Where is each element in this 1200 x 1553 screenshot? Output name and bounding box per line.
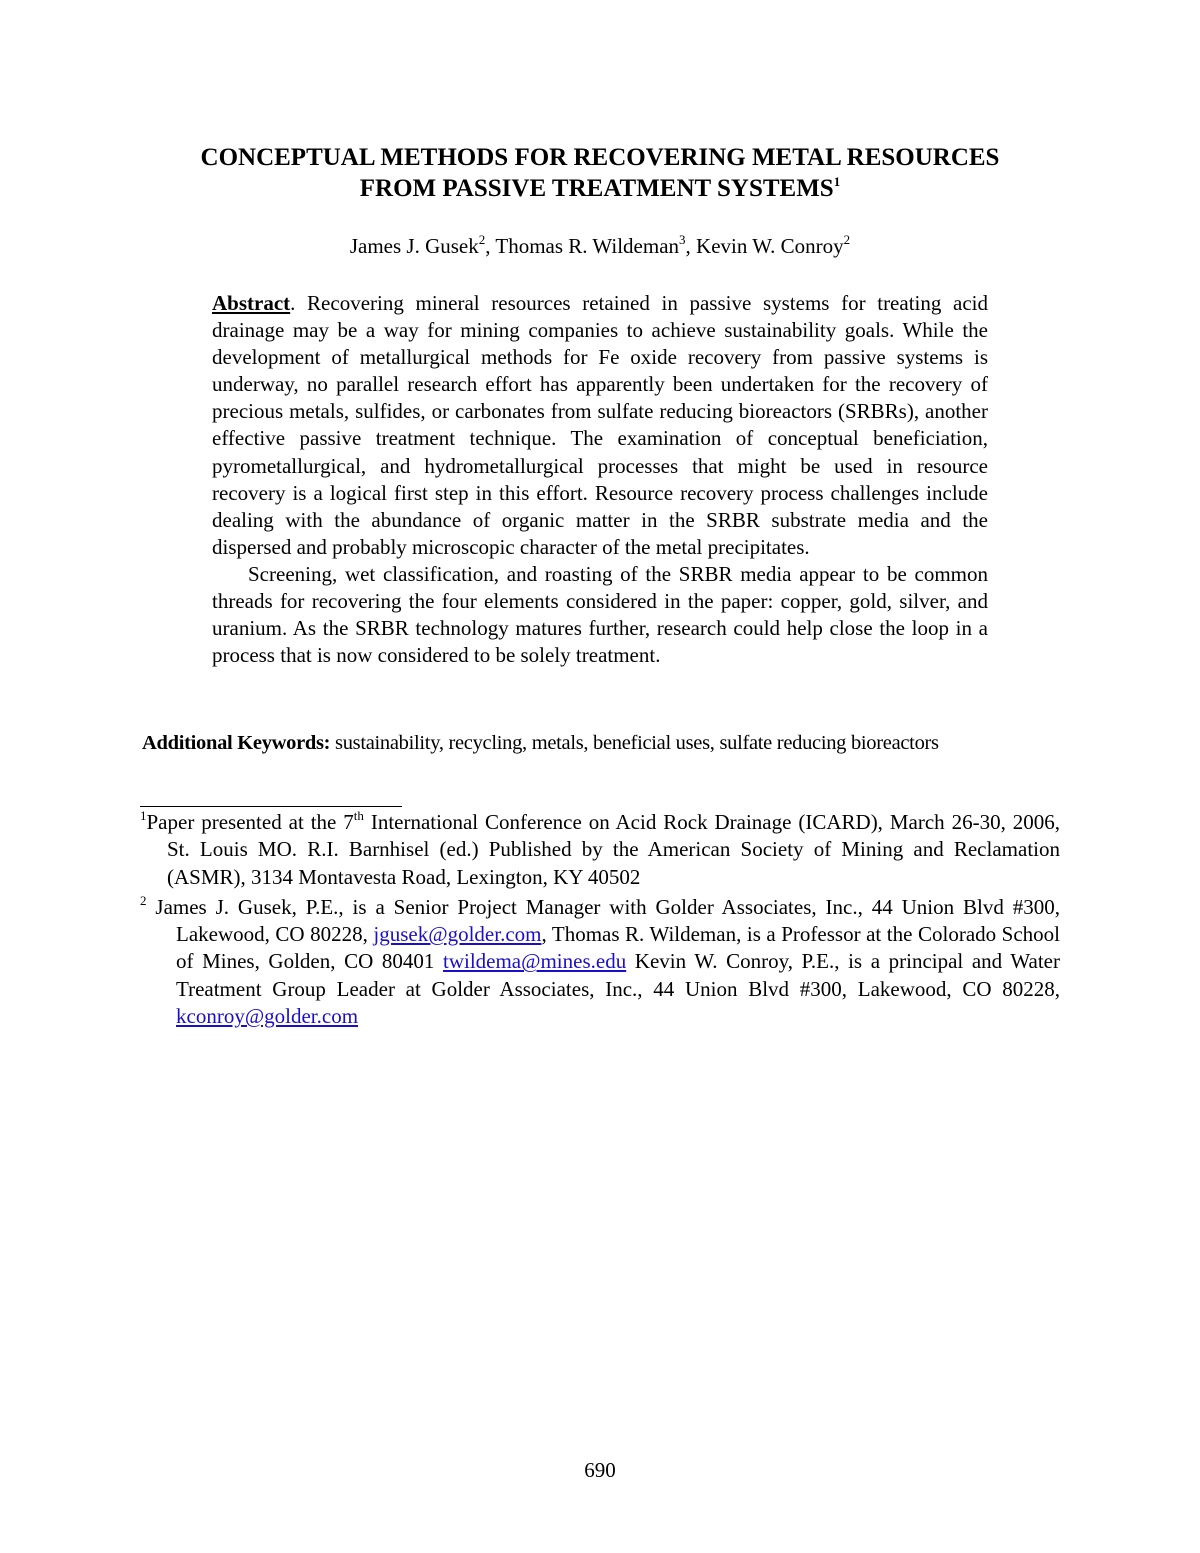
- keywords-label: Additional Keywords:: [142, 732, 331, 754]
- author-gusek-mark: 2: [478, 232, 486, 247]
- title-line-2: FROM PASSIVE TREATMENT SYSTEMS: [359, 175, 834, 202]
- abstract-section: [212, 290, 988, 669]
- author-wildeman: Thomas R. Wildeman: [495, 234, 680, 258]
- footnote-1: [140, 809, 1060, 891]
- author-conroy: Kevin W. Conroy: [696, 234, 844, 258]
- footnote-1-mark: 1: [140, 808, 147, 823]
- abstract-paragraph-2: Screening, wet classification, and roasting of the SRBR media appear to be common threads for recovering the four elements considered in the paper: copper, gold, silver, and uranium. As the SRBR technology matures further, research could help close the loop in a process that is now considered to be solely treatment.: [212, 561, 988, 668]
- footnote-1-text-b: International Conference on Acid Rock Drainage (ICARD), March 26-30, 2006, St. Louis MO. R.I. Barnhisel (ed.) Published by the American Society of Mining and Reclamation (ASMR), 3134 Montavesta Road, Lexington, KY 40502: [167, 810, 1060, 889]
- abstract-paragraph-1: [212, 290, 988, 561]
- title-footnote-mark: 1: [833, 173, 841, 189]
- author-conroy-mark: 2: [843, 232, 851, 247]
- paper-title: [140, 142, 1060, 204]
- footnote-1-th: th: [353, 808, 364, 823]
- author-wildeman-mark: 3: [679, 232, 686, 247]
- footnote-2-text-c: Kevin W. Conroy, P.E., is a principal and Water Treatment Group Leader at Golder Associates, Inc., 44 Union Blvd #300, Lakewood, CO 80228,: [176, 949, 1060, 1001]
- title-line-1: CONCEPTUAL METHODS FOR RECOVERING METAL RESOURCES: [200, 144, 1000, 171]
- footnote-2-text-a: James J. Gusek, P.E., is a Senior Project Manager with Golder Associates, Inc., 44 Union Blvd #300, Lakewood, CO 80228,: [146, 894, 1060, 947]
- footnotes-section: [140, 809, 1060, 1030]
- author-list: James J. Gusek$^2$, Thomas R. Wildeman$^3$, Kevin W. Conroy$^2$: [349, 232, 851, 258]
- page-number: 690: [584, 1458, 616, 1482]
- footnote-2-mark: 2: [140, 892, 147, 908]
- keywords-text: sustainability, recycling, metals, beneficial uses, sulfate reducing bioreactors: [330, 732, 939, 754]
- abstract-text-1: . Recovering mineral resources retained in passive systems for treating acid drainage may be a way for mining companies to achieve sustainability goals. While the development of metallurgical methods for Fe oxide recovery from passive systems is underway, no parallel research effort has apparently been undertaken for the recovery of precious metals, sulfides, or carbonates from sulfate reducing bioreactors (SRBRs), another effective passive treatment technique. The examination of conceptual beneficiation, pyrometallurgical, and hydrometallurgical processes that might be used in resource recovery is a logical first step in this effort. Resource recovery process challenges include dealing with the abundance of organic matter in the SRBR substrate media and the dispersed and probably microscopic character of the metal precipitates.: [212, 291, 988, 559]
- footnote-1-text-a: Paper presented at the 7: [146, 810, 354, 834]
- footnote-2: [140, 894, 1060, 1030]
- footnote-2-text-b: , Thomas R. Wildeman, is a Professor at the Colorado School of Mines, Golden, CO 80401: [176, 922, 1060, 974]
- abstract-label: Abstract: [212, 291, 291, 315]
- author-gusek: James J. Gusek: [349, 234, 479, 258]
- email-link-gusek[interactable]: jgusek@golder.com: [373, 922, 542, 947]
- footnote-divider: [140, 806, 402, 807]
- keywords-line: [142, 730, 1082, 757]
- email-link-wildeman[interactable]: twildema@mines.edu: [442, 949, 627, 974]
- email-link-conroy[interactable]: kconroy@golder.com: [176, 1004, 359, 1029]
